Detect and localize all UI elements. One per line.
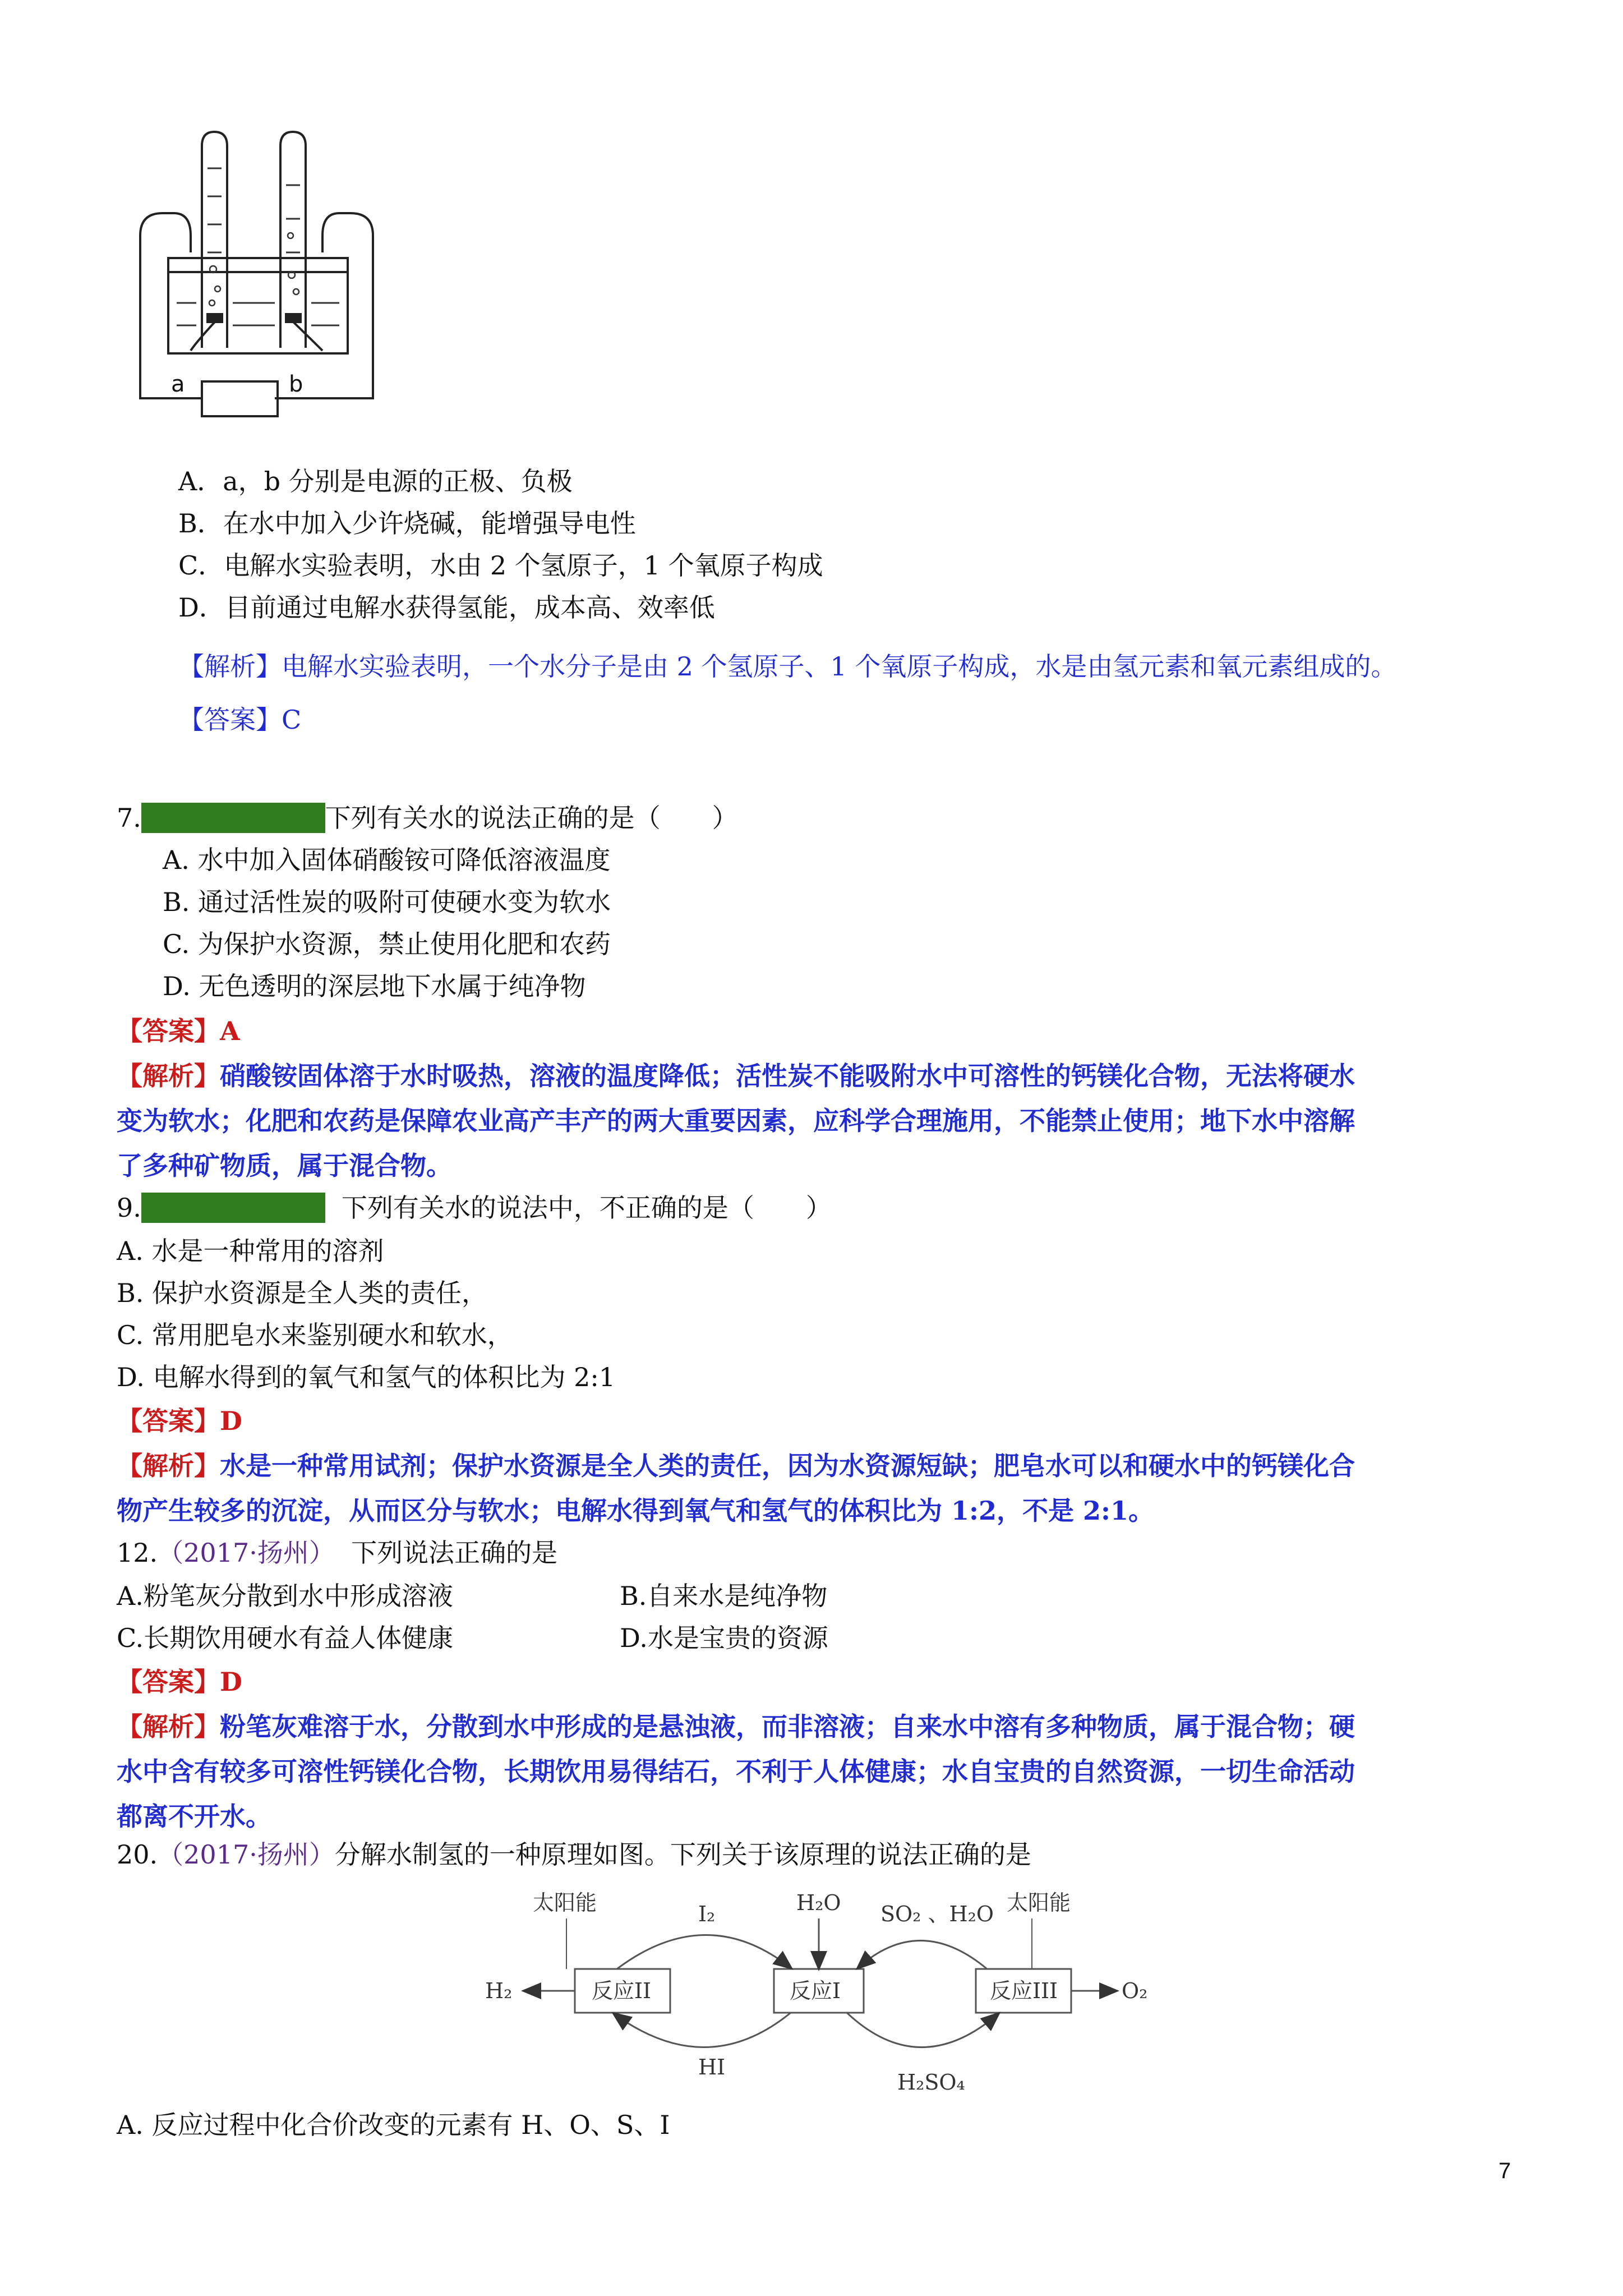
q7-analysis-line-3: 了多种矿物质，属于混合物。 [117,1151,452,1181]
q12-analysis [117,1704,1355,1839]
q12-option-b: B.自来水是纯净物 [620,1581,828,1611]
reaction-ii-label: 反应II [592,1978,652,2003]
page-number: 7 [1498,2159,1511,2183]
h2o-label: H₂O [796,1890,841,1915]
reaction-i-label: 反应I [790,1978,841,2003]
q20-stem: 分解水制氢的一种原理如图。下列关于该原理的说法正确的是 [334,1839,1031,1870]
q12-option-a: A.粉笔灰分散到水中形成溶液 [117,1581,453,1611]
q9-analysis-tag: 【解析】 [117,1451,220,1481]
terminal-b-label: b [289,371,303,397]
q7-answer-text: A [220,1016,240,1046]
q7-number: 7. [117,803,141,833]
q12-option-c: C.长期饮用硬水有益人体健康 [117,1623,454,1653]
q6-option-a: A．a，b 分别是电源的正极、负极 [178,466,573,496]
q7-option-d: D. 无色透明的深层地下水属于纯净物 [163,971,586,1001]
q7-option-c: C. 为保护水资源，禁止使用化肥和农药 [163,929,611,959]
q6-analysis-tag: 【解析】 [178,651,282,682]
q12-stem: 下列说法正确的是 [351,1538,558,1568]
q20-option-a: A. 反应过程中化合价改变的元素有 H、O、S、I [117,2110,670,2140]
q6-answer-tag: 【答案】 [178,705,282,735]
q12-number: 12. [117,1538,158,1568]
q9-source: （2017·苏州） [141,1193,325,1223]
electrolysis-apparatus-figure [129,123,387,438]
q9-option-a: A. 水是一种常用的溶剂 [117,1236,384,1266]
q7-analysis-tag: 【解析】 [117,1061,220,1091]
q7-option-a: A. 水中加入固体硝酸铵可降低溶液温度 [163,845,611,875]
q9-option-d: D. 电解水得到的氧气和氢气的体积比为 2:1 [117,1362,616,1392]
q12-answer [117,1660,242,1703]
q7-analysis [117,1053,1355,1188]
q12-analysis-line-1: 粉笔灰难溶于水，分散到水中形成的是悬浊液，而非溶液；自来水中溶有多种物质，属于混合物；硬 [220,1711,1355,1742]
q6-analysis [178,645,1396,688]
i2-label: I₂ [698,1902,716,1926]
q9-analysis [117,1443,1355,1533]
q6-option-b: B．在水中加入少许烧碱，能增强导电性 [178,508,636,539]
q9-option-b: B. 保护水资源是全人类的责任， [117,1278,488,1308]
q6-option-d: D．目前通过电解水获得氢能，成本高、效率低 [178,592,715,623]
so2-h2o-label: SO₂ 、H₂O [880,1902,994,1926]
q12-stem-line [117,1531,557,1574]
q7-answer [117,1010,240,1052]
q12-analysis-tag: 【解析】 [117,1711,220,1742]
q6-answer-text: C [282,705,302,735]
q12-source: （2017·扬州） [158,1538,335,1568]
q12-option-d: D.水是宝贵的资源 [620,1623,828,1653]
q20-stem-line [117,1833,1031,1876]
solar-energy-right-label: 太阳能 [1007,1890,1071,1915]
q9-answer-text: D [220,1406,242,1436]
q7-source: （2017·淮安） [141,803,325,833]
o2-product-label: O₂ [1122,1978,1148,2003]
solar-energy-left-label: 太阳能 [533,1890,597,1915]
q12-answer-tag: 【答案】 [117,1667,220,1697]
q7-stem: 下列有关水的说法正确的是（ ） [325,803,738,833]
q9-number: 9. [117,1193,141,1223]
q9-stem-line [117,1186,832,1229]
q9-analysis-line-1: 水是一种常用试剂；保护水资源是全人类的责任，因为水资源短缺；肥皂水可以和硬水中的钙镁化合 [220,1451,1355,1481]
q7-answer-tag: 【答案】 [117,1016,220,1046]
q7-stem-line [117,797,738,839]
q6-answer [178,698,301,741]
q9-answer [117,1400,242,1442]
reaction-iii-label: 反应III [990,1978,1058,2003]
q6-analysis-text: 电解水实验表明，一个水分子是由 2 个氢原子、1 个氧原子构成，水是由氢元素和氧元素组成的。 [282,651,1397,682]
q9-answer-tag: 【答案】 [117,1406,220,1436]
water-splitting-cycle-diagram [471,1879,1161,2104]
h2-product-label: H₂ [485,1978,513,2003]
q9-analysis-line-2: 物产生较多的沉淀，从而区分与软水；电解水得到氧气和氢气的体积比为 1:2，不是 2:1。 [117,1496,1155,1526]
terminal-a-label: a [171,371,185,397]
q7-option-b: B. 通过活性炭的吸附可使硬水变为软水 [163,887,611,917]
q7-analysis-line-1: 硝酸铵固体溶于水时吸热，溶液的温度降低；活性炭不能吸附水中可溶性的钙镁化合物，无法将硬水 [220,1061,1355,1091]
q6-option-c: C．电解水实验表明，水由 2 个氢原子，1 个氧原子构成 [178,550,823,581]
q12-analysis-line-2: 水中含有较多可溶性钙镁化合物，长期饮用易得结石，不利于人体健康；水自宝贵的自然资源，一切生命活动 [117,1756,1355,1787]
q7-analysis-line-2: 变为软水；化肥和农药是保障农业高产丰产的两大重要因素，应科学合理施用，不能禁止使用；地下水中溶解 [117,1106,1355,1136]
q20-number: 20. [117,1839,158,1870]
q12-answer-text: D [220,1667,242,1697]
h2so4-label: H₂SO₄ [897,2070,965,2095]
hi-label: HI [698,2055,726,2079]
q9-stem: 下列有关水的说法中，不正确的是（ ） [341,1193,832,1223]
q9-option-c: C. 常用肥皂水来鉴别硬水和软水， [117,1320,513,1350]
q20-source: （2017·扬州） [158,1839,335,1870]
q12-analysis-line-3: 都离不开水。 [117,1801,271,1832]
